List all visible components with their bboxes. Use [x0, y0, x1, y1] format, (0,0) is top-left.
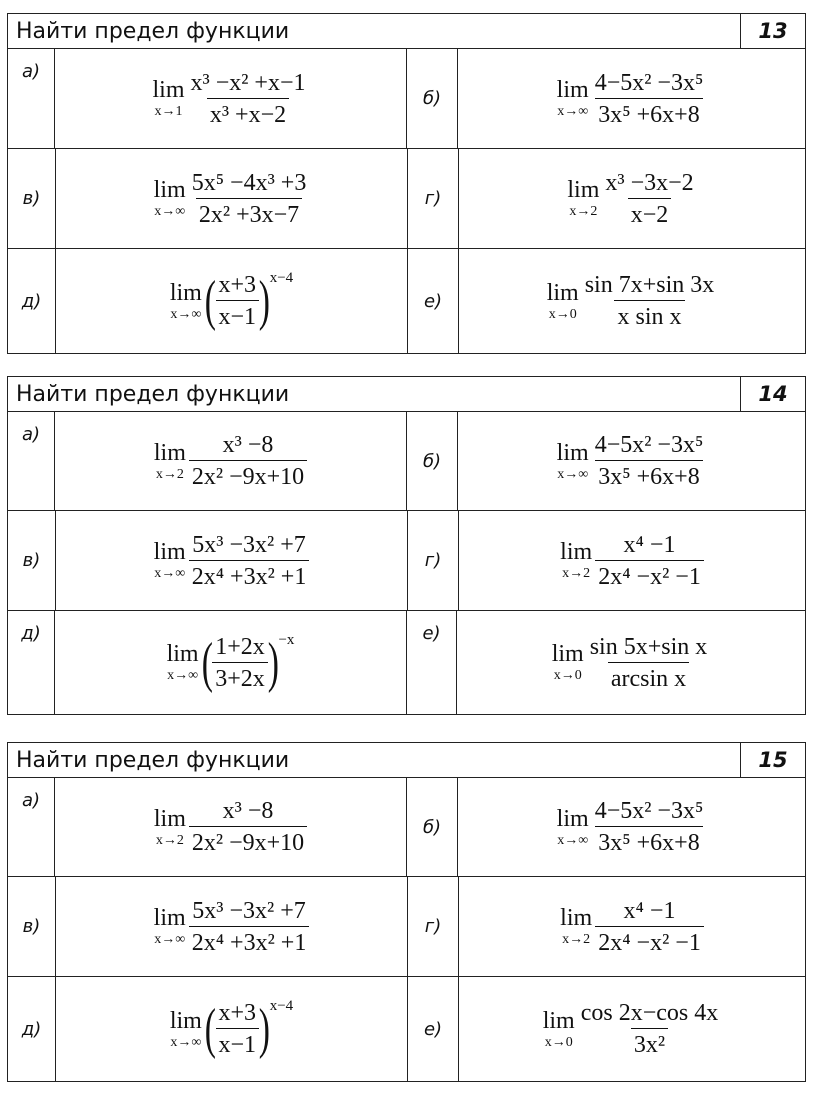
item-label: а) — [8, 412, 55, 510]
denominator: 2x² −9x+10 — [189, 826, 307, 855]
card-number: 15 — [740, 743, 805, 777]
right-paren: ) — [258, 998, 270, 1060]
limit-subscript: x→∞ — [170, 306, 202, 322]
limit-expression: lim x→0 $\frac{\cos 2x-\cos 4x}{\text{3x²}}$ — [459, 977, 805, 1081]
card-13 — [7, 13, 806, 354]
numerator: 4−5x² −3x⁵ — [594, 432, 704, 458]
item-label: б) — [407, 49, 458, 148]
limit-subscript: x→0 — [544, 1034, 573, 1050]
item-label: б) — [407, 412, 458, 510]
limit-expression: lim x→∞ $\frac{\text{5x³ −3x² +7}}{\text{2x⁴ +3x² +1}}$ — [56, 877, 408, 976]
item-label: г) — [408, 511, 459, 610]
limit-subscript: x→∞ — [154, 932, 186, 947]
denominator: x−1 — [216, 1028, 260, 1057]
numerator: cos 2x−cos 4x — [580, 1000, 719, 1026]
card-title: Найти предел функции — [16, 18, 290, 44]
denominator: 2x⁴ −x² −1 — [595, 926, 704, 955]
limit-subscript: x→1 — [154, 104, 183, 119]
numerator: 5x³ −3x² +7 — [192, 897, 306, 924]
exponent: x−4 — [269, 270, 294, 286]
item-label: в) — [8, 877, 56, 976]
limit-subscript: x→2 — [155, 466, 184, 482]
card-header — [8, 14, 805, 49]
table-row — [8, 511, 805, 611]
numerator: 5x³ −3x² +7 — [192, 531, 306, 558]
limit-expression: lim x→2 $\frac{\text{x³ −3x−2}}{x-2}$ — [459, 149, 805, 248]
limit-subscript: x→2 — [155, 832, 184, 848]
limit-expression: lim x→∞ ( $\frac{1+2x}{3+2x}$ ) −x — [55, 611, 407, 714]
denominator: 2x⁴ +3x² +1 — [189, 926, 310, 955]
item-label: е) — [408, 249, 459, 353]
numerator: 5x⁵ −4x³ +3 — [191, 169, 307, 196]
denominator: x³ +x−2 — [207, 98, 289, 127]
numerator: x³ −8 — [222, 432, 274, 458]
limit-expression: lim x→∞ ( $\frac{x+3}{x-1}$ ) x−4 — [56, 977, 408, 1081]
table-row — [8, 611, 805, 714]
numerator: sin 7x+sin 3x — [584, 272, 715, 298]
limit-expression: lim x→∞ $\frac{\text{5x³ −3x² +7}}{\text{2x⁴ +3x² +1}}$ — [56, 511, 408, 610]
card-header — [8, 377, 805, 412]
limit-subscript: x→∞ — [557, 466, 589, 482]
left-paren: ( — [201, 631, 213, 694]
limit-expression: lim x→∞ $\frac{\text{4−5x² −3x⁵}}{\text{3x⁵ +6x+8}}$ — [458, 49, 805, 148]
limit-subscript: x→0 — [553, 668, 582, 683]
exponent: −x — [278, 631, 295, 648]
numerator: sin 5x+sin x — [589, 633, 708, 660]
table-row — [8, 412, 805, 511]
table-row — [8, 778, 805, 877]
denominator: 3x⁵ +6x+8 — [595, 826, 702, 855]
right-paren: ) — [258, 270, 270, 332]
denominator: arcsin x — [608, 662, 689, 691]
limit-subscript: x→2 — [562, 566, 591, 581]
table-row — [8, 249, 805, 353]
denominator: 2x⁴ +3x² +1 — [189, 560, 310, 589]
numerator: x³ −8 — [222, 798, 274, 824]
item-label: а) — [8, 49, 55, 148]
limit-subscript: x→∞ — [557, 832, 589, 848]
limit-subscript: x→0 — [548, 306, 577, 322]
item-label: е) — [408, 977, 459, 1081]
limit-expression: lim x→∞ ( $\frac{x+3}{x-1}$ ) x−4 — [56, 249, 408, 353]
denominator: 3+2x — [212, 662, 268, 691]
card-14 — [7, 376, 806, 715]
limit-expression: lim x→∞ $\frac{\text{4−5x² −3x⁵}}{\text{3x⁵ +6x+8}}$ — [458, 412, 805, 510]
numerator: x+3 — [218, 272, 257, 298]
limit-expression: lim x→0 $\frac{\text{sin 5x+sin x}}{\text{arcsin x}}$ — [457, 611, 805, 714]
item-label: д) — [8, 249, 56, 353]
limit-expression: lim x→2 $\frac{\text{x⁴ −1}}{\text{2x⁴ −x² −1}}$ — [459, 877, 805, 976]
limit-subscript: x→2 — [562, 932, 591, 947]
left-paren: ( — [204, 998, 216, 1060]
limit-expression: lim x→∞ $\frac{\text{5x⁵ −4x³ +3}}{\text{2x² +3x−7}}$ — [56, 149, 408, 248]
right-paren: ) — [267, 631, 279, 694]
numerator: x⁴ −1 — [623, 531, 676, 558]
card-title: Найти предел функции — [16, 381, 290, 407]
limit-expression: lim x→0 $\frac{\sin 7x+\sin 3x}{\text{x sin x}}$ — [459, 249, 805, 353]
numerator: x+3 — [218, 1000, 257, 1026]
table-row — [8, 149, 805, 249]
limit-subscript: x→∞ — [170, 1034, 202, 1050]
card-header — [8, 743, 805, 778]
limit-subscript: x→∞ — [557, 104, 589, 119]
left-paren: ( — [204, 270, 216, 332]
item-label: в) — [8, 511, 56, 610]
numerator: x³ −3x−2 — [605, 169, 694, 196]
numerator: 4−5x² −3x⁵ — [594, 798, 704, 824]
denominator: 3x⁵ +6x+8 — [595, 460, 702, 489]
table-row — [8, 977, 805, 1081]
numerator: x³ −x² +x−1 — [190, 69, 306, 96]
limit-expression: lim x→∞ $\frac{\text{4−5x² −3x⁵}}{\text{3x⁵ +6x+8}}$ — [458, 778, 805, 876]
denominator: x−2 — [628, 198, 672, 227]
card-number: 13 — [740, 14, 805, 48]
limit-expression: lim x→1 $\frac{\text{x³ −x² +x−1}}{\text{x³ +x−2}}$ — [55, 49, 407, 148]
denominator: x−1 — [216, 300, 260, 329]
card-15 — [7, 742, 806, 1082]
denominator: 2x² −9x+10 — [189, 460, 307, 489]
item-label: е) — [407, 611, 457, 714]
limit-subscript: x→2 — [569, 204, 598, 219]
table-row — [8, 877, 805, 977]
denominator: 3x² — [631, 1028, 668, 1057]
item-label: б) — [407, 778, 458, 876]
numerator: x⁴ −1 — [623, 897, 676, 924]
limit-subscript: x→∞ — [154, 204, 186, 219]
item-label: д) — [8, 977, 56, 1081]
limit-expression: lim x→2 $\frac{\text{x³ −8}}{\text{2x² −9x+10}}$ — [55, 412, 407, 510]
item-label: г) — [408, 149, 459, 248]
denominator: x sin x — [614, 300, 684, 329]
limit-subscript: x→∞ — [154, 566, 186, 581]
denominator: 2x² +3x−7 — [196, 198, 302, 227]
limit-expression: lim x→2 $\frac{\text{x⁴ −1}}{\text{2x⁴ −x² −1}}$ — [459, 511, 805, 610]
limit-subscript: x→∞ — [167, 668, 199, 683]
numerator: 4−5x² −3x⁵ — [594, 69, 704, 96]
denominator: 2x⁴ −x² −1 — [595, 560, 704, 589]
denominator: 3x⁵ +6x+8 — [595, 98, 702, 127]
numerator: 1+2x — [215, 633, 265, 660]
item-label: д) — [8, 611, 55, 714]
limit-expression: lim x→2 $\frac{\text{x³ −8}}{\text{2x² −9x+10}}$ — [55, 778, 407, 876]
card-number: 14 — [740, 377, 805, 411]
item-label: г) — [408, 877, 459, 976]
item-label: в) — [8, 149, 56, 248]
table-row — [8, 49, 805, 149]
item-label: а) — [8, 778, 55, 876]
card-title: Найти предел функции — [16, 747, 290, 773]
exponent: x−4 — [269, 998, 294, 1014]
